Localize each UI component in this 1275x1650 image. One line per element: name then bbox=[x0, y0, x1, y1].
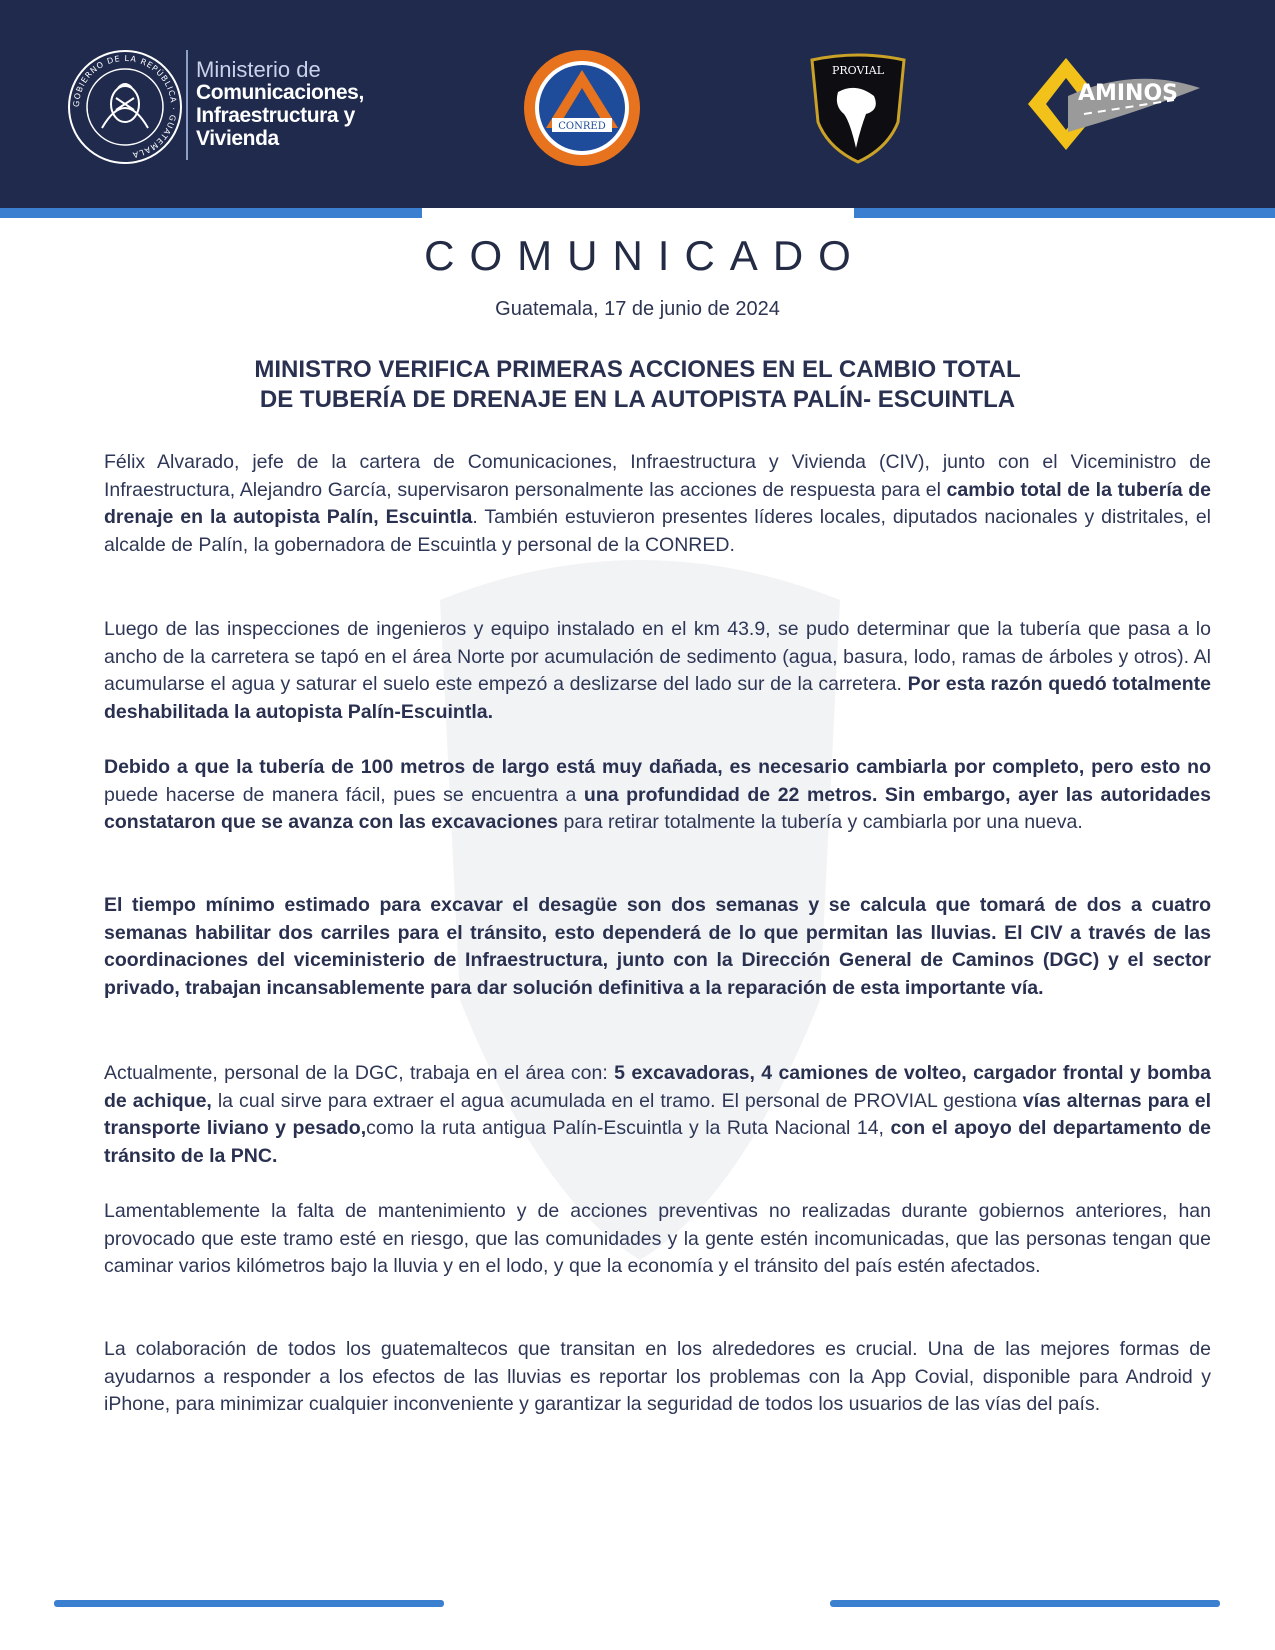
p3-bold-c: una profundidad de 22 metros. Sin embargo, ayer las autoridades constataron que se avanza con las excavaciones bbox=[104, 783, 1211, 833]
p5-bold-f: con el apoyo del departamento de tránsito de la PNC. bbox=[104, 1117, 1212, 1167]
p2-bold-b: Por esta razón quedó totalmente deshabilitada la autopista Palín-Escuintla. bbox=[104, 673, 1211, 723]
p5-bold-b: 5 excavadoras, 4 camiones de volteo, cargador frontal y bomba de achique, bbox=[104, 1062, 1211, 1112]
provial-label: PROVIAL bbox=[831, 64, 885, 77]
paragraph-7: La colaboración de todos los guatemaltecos que transitan en los alrededores es crucial. Una de las mejores formas de ayudarnos a responder a los efectos de las lluvias es reportar los problemas con la App Covial, disponible para Android y iPhone, para minimizar cualquier inconveniente y garantizar la seguridad de todos los usuarios de las vías del país. bbox=[104, 1338, 1211, 1415]
footer-line-left bbox=[54, 1600, 444, 1607]
guatemala-seal-icon bbox=[66, 48, 184, 166]
document-title: COMUNICADO bbox=[424, 232, 866, 279]
p3-text-d: para retirar totalmente la tubería y cambiarla por una nueva. bbox=[558, 811, 1083, 833]
headline bbox=[120, 355, 1155, 415]
svg-text:GOBIERNO DE LA REPÚBLICA · GUA bbox=[72, 54, 178, 160]
paragraph-4 bbox=[104, 892, 1211, 1002]
header-banner bbox=[0, 0, 1275, 208]
ministry-line-1: Ministerio de bbox=[196, 57, 321, 82]
p1-text-a: Félix Alvarado, jefe de la cartera de Comunicaciones, Infraestructura y Vivienda (CIV), junto con el Viceministro de Infraestructura, Alejandro García, supervisaron personalmente las acciones de respuesta para el bbox=[104, 451, 1211, 501]
conred-label: CONRED bbox=[558, 121, 606, 132]
p3-bold-a: Debido a que la tubería de 100 metros de largo está muy dañada, es necesario cambiarla por completo, pero esto no bbox=[104, 756, 1211, 778]
p1-text-c: . También estuvieron presentes líderes locales, diputados nacionales y distritales, el alcalde de Palín, la gobernadora de Escuintla y personal de la CONRED. bbox=[104, 506, 1212, 556]
p2-text-a: Luego de las inspecciones de ingenieros y equipo instalado en el km 43.9, se pudo determinar que la tubería que pasa a lo ancho de la carretera se tapó en el área Norte por acumulación de sedimento (agua, basura, lodo, ramas de árboles y otros). Al acumularse el agua y saturar el suelo este empezó a deslizarse del lado sur de la carretera. bbox=[104, 618, 1211, 695]
paragraph-2 bbox=[104, 616, 1211, 726]
p5-bold-d: vías alternas para el transporte liviano y pesado, bbox=[104, 1089, 1212, 1139]
ministry-line-2: Comunicaciones, bbox=[196, 81, 364, 104]
p5-text-c: la cual sirve para extraer el agua acumulada en el tramo. El personal de PROVIAL gestiona bbox=[211, 1089, 1023, 1112]
footer-line-right bbox=[830, 1600, 1220, 1607]
p5-text-a: Actualmente, personal de la DGC, trabaja en el área con: bbox=[104, 1062, 615, 1084]
ministry-divider bbox=[186, 50, 188, 160]
headline-line-2: DE TUBERÍA DE DRENAJE EN LA AUTOPISTA PALÍN- ESCUINTLA bbox=[259, 386, 1016, 413]
dateline: Guatemala, 17 de junio de 2024 bbox=[495, 298, 780, 320]
headline-line-1: MINISTRO VERIFICA PRIMERAS ACCIONES EN EL CAMBIO TOTAL bbox=[254, 356, 1021, 383]
p3-text-b: puede hacerse de manera fácil, pues se encuentra a bbox=[104, 783, 584, 806]
provial-shield-icon bbox=[808, 52, 908, 164]
paragraph-6: Lamentablemente la falta de mantenimiento y de acciones preventivas no realizadas durante gobiernos anteriores, han provocado que este tramo esté en riesgo, que las comunidades y la gente estén incomunicadas, que las personas tengan que caminar varios kilómetros bajo la lluvia y en el lodo, y que la economía y el tránsito del país estén afectados. bbox=[104, 1200, 1211, 1277]
paragraph-5 bbox=[104, 1060, 1211, 1170]
p5-text-e: como la ruta antigua Palín-Escuintla y la Ruta Nacional 14, bbox=[366, 1117, 891, 1139]
header-stripe-gap bbox=[422, 208, 854, 220]
ministry-name bbox=[196, 58, 364, 150]
caminos-label: AMINOS bbox=[1077, 81, 1179, 106]
p1-bold-b: cambio total de la tubería de drenaje en la autopista Palín, Escuintla bbox=[104, 478, 1211, 528]
caminos-logo-icon bbox=[1024, 48, 1202, 160]
seal-ring-text: GOBIERNO DE LA REPÚBLICA · GUATEMALA bbox=[71, 53, 179, 160]
conred-logo-icon bbox=[522, 48, 642, 168]
paragraph-3 bbox=[104, 754, 1211, 837]
ministry-line-4: Vivienda bbox=[196, 127, 279, 150]
ministry-line-3: Infraestructura y bbox=[196, 104, 355, 127]
paragraph-1 bbox=[104, 449, 1211, 559]
p4-bold: El tiempo mínimo estimado para excavar el desagüe son dos semanas y se calcula que tomará de dos a cuatro semanas habilitar dos carriles para el tránsito, esto dependerá de lo que permitan las lluvias. El CIV a través de las coordinaciones del viceministerio de Infraestructura, junto con la Dirección General de Caminos (DGC) y el sector privado, trabajan incansablemente para dar solución definitiva a la reparación de esta importante vía. bbox=[104, 894, 1211, 999]
